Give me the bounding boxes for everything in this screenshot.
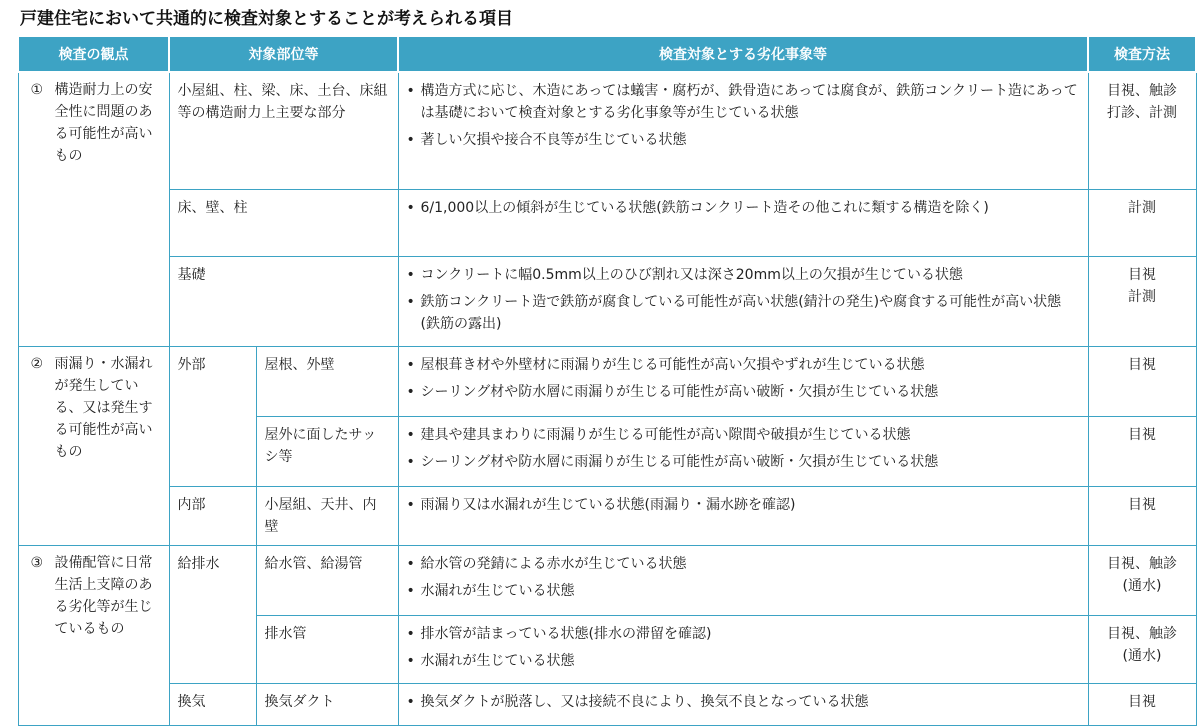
list-item: • 水漏れが生じている状態 (406, 652, 575, 669)
method-cell: 目視、触診 (通水) (1088, 545, 1196, 615)
phenomena-cell (398, 486, 1088, 545)
inspection-items-table (17, 35, 1197, 726)
category-cell-exterior: 外部 (169, 346, 256, 486)
target-cell: 床、壁、柱 (169, 189, 398, 256)
method-cell: 目視 計測 (1088, 256, 1196, 346)
list-item: • コンクリートに幅0.5mm以上のひび割れ又は深さ20mm以上の欠損が生じている状態 (406, 266, 963, 283)
header-target: 対象部位等 (169, 36, 398, 72)
phenomena-cell (398, 615, 1088, 683)
phenomena-cell (398, 189, 1088, 256)
table-row (18, 486, 1196, 545)
target-cell: 換気ダクト (256, 683, 398, 725)
list-item: • 構造方式に応じ、木造にあっては蟻害・腐朽が、鉄骨造にあっては腐食が、鉄筋コンクリート造にあっては基礎において検査対象とする劣化事象等が生じている状態 (406, 83, 1078, 121)
perspective-cell-leakage (18, 346, 169, 545)
target-cell: 屋根、外壁 (256, 346, 398, 416)
list-item: • 水漏れが生じている状態 (406, 582, 575, 599)
table-row (18, 346, 1196, 416)
target-cell: 排水管 (256, 615, 398, 683)
table-header-row (18, 36, 1196, 72)
target-cell: 屋外に面したサッシ等 (256, 416, 398, 486)
list-item: • 建具や建具まわりに雨漏りが生じる可能性が高い隙間や破損が生じている状態 (406, 426, 911, 443)
list-item: • 鉄筋コンクリート造で鉄筋が腐食している可能性が高い状態(錆汁の発生)や腐食する可能性が高い状態(鉄筋の露出) (406, 293, 1062, 332)
item-number: ① (30, 82, 44, 98)
method-cell: 目視 (1088, 416, 1196, 486)
list-item: • シーリング材や防水層に雨漏りが生じる可能性が高い破断・欠損が生じている状態 (406, 383, 939, 400)
category-cell-water: 給排水 (169, 545, 256, 683)
method-cell: 目視、触診 (通水) (1088, 615, 1196, 683)
table-row (18, 545, 1196, 615)
phenomena-cell (398, 256, 1088, 346)
item-number: ③ (30, 554, 44, 571)
target-cell: 小屋組、天井、内壁 (256, 486, 398, 545)
target-cell: 小屋組、柱、梁、床、土台、床組等の構造耐力上主要な部分 (169, 72, 398, 189)
perspective-label: 構造耐力上の安全性に問題のある可能性が高いもの (54, 82, 153, 164)
method-cell: 目視 (1088, 346, 1196, 416)
table-row (18, 189, 1196, 256)
perspective-cell-piping (18, 545, 169, 725)
header-method: 検査方法 (1088, 36, 1196, 72)
method-cell: 目視 (1088, 683, 1196, 725)
phenomena-cell (398, 416, 1088, 486)
item-number: ② (30, 355, 44, 372)
list-item: • シーリング材や防水層に雨漏りが生じる可能性が高い破断・欠損が生じている状態 (406, 453, 939, 470)
perspective-label: 雨漏り・水漏れが発生している、又は発生する可能性が高いもの (54, 355, 153, 460)
phenomena-cell (398, 545, 1088, 615)
phenomena-cell (398, 72, 1088, 189)
list-item: • 排水管が詰まっている状態(排水の滞留を確認) (406, 625, 712, 642)
method-cell: 目視、触診 打診、計測 (1088, 72, 1196, 189)
perspective-cell-structural (18, 72, 169, 346)
target-cell: 給水管、給湯管 (256, 545, 398, 615)
header-perspective: 検査の観点 (18, 36, 169, 72)
table-row (18, 256, 1196, 346)
perspective-label: 設備配管に日常生活上支障のある劣化等が生じているもの (54, 554, 153, 637)
method-cell: 目視 (1088, 486, 1196, 545)
phenomena-cell (398, 346, 1088, 416)
phenomena-cell (398, 683, 1088, 725)
category-cell-interior: 内部 (169, 486, 256, 545)
list-item: • 著しい欠損や接合不良等が生じている状態 (406, 132, 687, 148)
table-row (18, 72, 1196, 189)
list-item: • 換気ダクトが脱落し、又は接続不良により、換気不良となっている状態 (406, 693, 869, 710)
list-item: • 屋根葺き材や外壁材に雨漏りが生じる可能性が高い欠損やずれが生じている状態 (406, 356, 925, 373)
list-item: • 給水管の発錆による赤水が生じている状態 (406, 555, 687, 572)
table-row (18, 683, 1196, 725)
list-item: • 6/1,000以上の傾斜が生じている状態(鉄筋コンクリート造その他これに類する構造を除く) (406, 199, 989, 216)
category-cell-ventilation: 換気 (169, 683, 256, 725)
page-title: 戸建住宅において共通的に検査対象とすることが考えられる項目 (20, 9, 513, 29)
target-cell: 基礎 (169, 256, 398, 346)
header-phenomena: 検査対象とする劣化事象等 (398, 36, 1088, 72)
list-item: • 雨漏り又は水漏れが生じている状態(雨漏り・漏水跡を確認) (406, 496, 796, 513)
method-cell: 計測 (1088, 189, 1196, 256)
